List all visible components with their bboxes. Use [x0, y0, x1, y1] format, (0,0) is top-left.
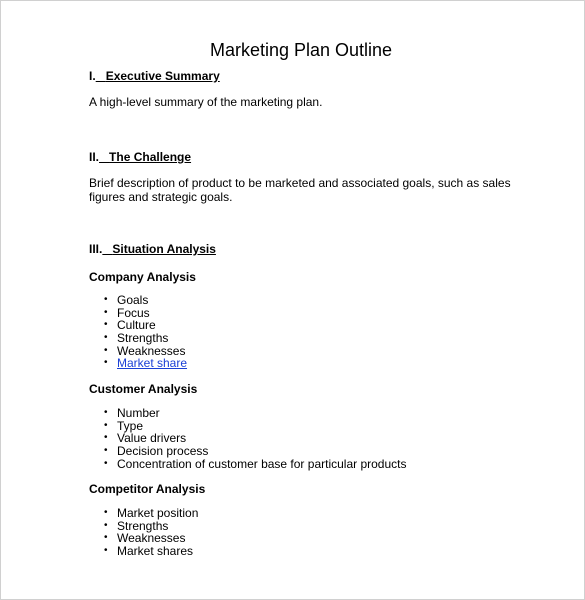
- list-item: [89, 545, 198, 558]
- subsection-heading-competitor-analysis: Competitor Analysis: [89, 482, 206, 496]
- competitor-analysis-list: [89, 507, 198, 558]
- section-number: II.: [89, 150, 100, 164]
- bullet-icon: •: [104, 344, 108, 356]
- bullet-icon: •: [104, 457, 108, 469]
- subsection-heading-company-analysis: Company Analysis: [89, 270, 196, 284]
- page-title: Marketing Plan Outline: [209, 40, 393, 60]
- bullet-icon: •: [104, 519, 108, 531]
- list-item: [89, 458, 406, 471]
- list-item-text: Market shares: [117, 544, 194, 559]
- list-item-text: Value drivers: [117, 431, 187, 446]
- list-item-text: Weaknesses: [117, 531, 186, 546]
- section-body-executive-summary: A high-level summary of the marketing plan.: [89, 95, 323, 109]
- market-share-link[interactable]: Market share: [117, 356, 188, 371]
- section-body-the-challenge: Brief description of product to be marketed and associated goals, such as sales figures and strategic goals.: [89, 176, 511, 204]
- list-item-text: Culture: [117, 318, 156, 333]
- section-heading-situation-analysis: [89, 242, 216, 256]
- section-heading-the-challenge: [89, 150, 191, 164]
- section-title: Executive Summary: [105, 69, 220, 83]
- section-number: III.: [89, 242, 103, 256]
- section-heading-executive-summary: [89, 69, 220, 83]
- list-item-text: Type: [117, 418, 144, 433]
- bullet-icon: •: [104, 306, 108, 318]
- bullet-icon: •: [104, 419, 108, 431]
- section-title: Situation Analysis: [112, 242, 216, 256]
- list-item-text: Concentration of customer base for particular products: [117, 456, 407, 471]
- subsection-heading-customer-analysis: Customer Analysis: [89, 382, 198, 396]
- list-item-text: Strengths: [117, 518, 169, 533]
- section-title: The Challenge: [109, 150, 192, 164]
- bullet-icon: •: [104, 357, 108, 369]
- list-item-text: Decision process: [117, 444, 209, 459]
- section-number: I.: [89, 69, 96, 83]
- list-item-text: Focus: [117, 305, 150, 320]
- bullet-icon: •: [104, 319, 108, 331]
- bullet-icon: •: [104, 545, 108, 557]
- bullet-icon: •: [104, 532, 108, 544]
- customer-analysis-list: [89, 407, 406, 470]
- list-item-text: Strengths: [117, 331, 169, 346]
- list-item-text: Weaknesses: [117, 343, 186, 358]
- bullet-icon: •: [104, 432, 108, 444]
- list-item-text: Number: [117, 406, 160, 420]
- bullet-icon: •: [104, 407, 108, 418]
- bullet-icon: •: [104, 507, 108, 518]
- list-item: [89, 357, 187, 370]
- company-analysis-list: [89, 294, 187, 370]
- bullet-icon: •: [104, 294, 108, 305]
- list-item-text: Goals: [117, 293, 149, 307]
- bullet-icon: •: [104, 332, 108, 344]
- bullet-icon: •: [104, 445, 108, 457]
- list-item-text: Market position: [117, 506, 199, 520]
